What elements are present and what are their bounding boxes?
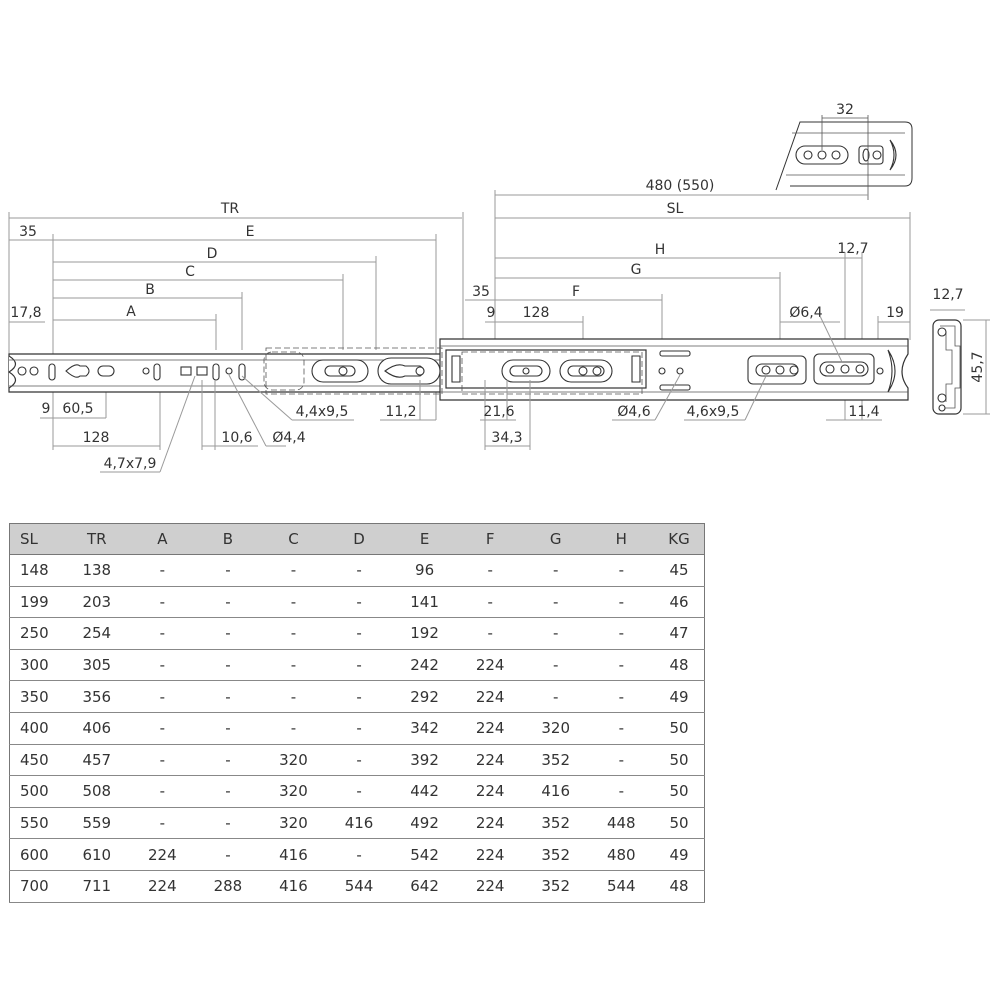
dim-11-2: 11,2	[385, 404, 417, 420]
dim-dia-6-4: Ø6,4	[789, 305, 823, 321]
table-cell: 250	[10, 618, 65, 650]
table-cell: -	[523, 681, 589, 713]
dim-128-right: 128	[522, 305, 550, 321]
table-cell: 138	[64, 555, 130, 587]
dim-60-5: 60,5	[62, 401, 94, 417]
table-cell: 49	[654, 681, 704, 713]
table-cell: -	[523, 586, 589, 618]
table-cell: 320	[261, 744, 327, 776]
table-cell: 47	[654, 618, 704, 650]
table-cell: 550	[10, 807, 65, 839]
table-cell: 500	[10, 776, 65, 808]
table-cell: 224	[457, 649, 523, 681]
table-cell: 199	[10, 586, 65, 618]
table-cell: -	[195, 681, 261, 713]
table-cell: 300	[10, 649, 65, 681]
table-header-row	[10, 524, 705, 555]
table-cell: -	[326, 776, 392, 808]
table-cell: -	[195, 807, 261, 839]
table-cell: -	[326, 555, 392, 587]
dim-9-left: 9	[41, 401, 51, 417]
table-cell: -	[457, 586, 523, 618]
dim-35-right: 35	[472, 284, 490, 300]
table-cell: -	[261, 712, 327, 744]
table-cell: -	[523, 555, 589, 587]
table-cell: 492	[392, 807, 458, 839]
table-cell: 96	[392, 555, 458, 587]
table-cell: 224	[457, 839, 523, 871]
table-cell: 48	[654, 870, 704, 902]
table-cell: -	[326, 649, 392, 681]
table-cell: 400	[10, 712, 65, 744]
table-cell: -	[130, 776, 196, 808]
dim-45-7: 45,7	[970, 351, 986, 383]
dim-tr: TR	[220, 201, 240, 217]
table-row	[10, 649, 705, 681]
dim-11-4: 11,4	[848, 404, 880, 420]
table-cell: 450	[10, 744, 65, 776]
table-cell: 224	[457, 744, 523, 776]
dim-34-3: 34,3	[491, 430, 523, 446]
table-cell: -	[130, 586, 196, 618]
table-cell: 508	[64, 776, 130, 808]
table-cell: 224	[457, 870, 523, 902]
table-cell: 292	[392, 681, 458, 713]
table-cell: -	[130, 649, 196, 681]
table-cell: -	[589, 712, 655, 744]
table-cell: -	[523, 618, 589, 650]
table-cell: -	[326, 618, 392, 650]
table-cell: 544	[326, 870, 392, 902]
table-cell: 416	[523, 776, 589, 808]
table-row	[10, 586, 705, 618]
table-cell: -	[589, 681, 655, 713]
table-cell: 46	[654, 586, 704, 618]
dim-4-7x7-9: 4,7x7,9	[103, 456, 157, 472]
dim-35-left: 35	[19, 224, 37, 240]
table-cell: 254	[64, 618, 130, 650]
table-cell: 320	[261, 776, 327, 808]
table-cell: -	[589, 649, 655, 681]
table-cell: 224	[457, 776, 523, 808]
dim-480: 480 (550)	[645, 178, 715, 194]
table-cell: -	[261, 586, 327, 618]
table-cell: 350	[10, 681, 65, 713]
dim-9-right: 9	[486, 305, 496, 321]
table-cell: -	[326, 839, 392, 871]
table-cell: -	[326, 681, 392, 713]
dim-19: 19	[886, 305, 904, 321]
table-cell: 48	[654, 649, 704, 681]
table-cell: -	[195, 839, 261, 871]
table-cell: -	[326, 744, 392, 776]
dim-10-6: 10,6	[221, 430, 253, 446]
dim-dia-4-6: Ø4,6	[617, 404, 651, 420]
dim-21-6: 21,6	[483, 404, 515, 420]
dim-h: H	[654, 242, 666, 258]
table-cell: -	[523, 649, 589, 681]
dim-17-8: 17,8	[10, 305, 42, 321]
table-cell: 305	[64, 649, 130, 681]
table-cell: -	[130, 681, 196, 713]
table-cell: 342	[392, 712, 458, 744]
table-cell: 224	[457, 681, 523, 713]
table-row	[10, 839, 705, 871]
table-cell: -	[326, 712, 392, 744]
table-cell: -	[457, 618, 523, 650]
table-cell: 700	[10, 870, 65, 902]
table-cell: 320	[261, 807, 327, 839]
dim-g: G	[630, 262, 642, 278]
table-cell: 320	[523, 712, 589, 744]
dim-12-7-top: 12,7	[837, 241, 869, 257]
dim-128-left: 128	[82, 430, 110, 446]
table-cell: -	[261, 618, 327, 650]
dim-sl: SL	[666, 201, 684, 217]
table-row	[10, 555, 705, 587]
table-cell: -	[195, 586, 261, 618]
header-tr: TR	[64, 524, 130, 555]
table-cell: 50	[654, 776, 704, 808]
dim-b: B	[145, 282, 155, 298]
table-cell: -	[130, 555, 196, 587]
table-cell: -	[195, 776, 261, 808]
table-cell: 610	[64, 839, 130, 871]
header-f: F	[457, 524, 523, 555]
table-cell: 352	[523, 807, 589, 839]
table-cell: 416	[261, 839, 327, 871]
table-cell: 224	[457, 712, 523, 744]
table-row	[10, 681, 705, 713]
table-row	[10, 618, 705, 650]
table-cell: -	[195, 555, 261, 587]
table-cell: 141	[392, 586, 458, 618]
table-cell: 224	[130, 839, 196, 871]
table-cell: 352	[523, 870, 589, 902]
table-cell: -	[589, 618, 655, 650]
table-cell: -	[195, 744, 261, 776]
dim-e: E	[245, 224, 255, 240]
table-cell: 242	[392, 649, 458, 681]
dim-4-4x9-5: 4,4x9,5	[295, 404, 349, 420]
dimension-table	[9, 523, 705, 903]
dim-c: C	[185, 264, 195, 280]
dim-d: D	[206, 246, 218, 262]
table-cell: -	[589, 586, 655, 618]
header-a: A	[130, 524, 196, 555]
table-cell: -	[195, 618, 261, 650]
table-cell: 148	[10, 555, 65, 587]
table-cell: 600	[10, 839, 65, 871]
table-cell: -	[261, 649, 327, 681]
detail-view	[776, 115, 912, 200]
table-cell: -	[130, 744, 196, 776]
table-cell: 442	[392, 776, 458, 808]
table-cell: 416	[261, 870, 327, 902]
table-cell: 544	[589, 870, 655, 902]
dim-f: F	[571, 284, 581, 300]
table-cell: 416	[326, 807, 392, 839]
dim-a: A	[126, 304, 136, 320]
dim-4-6x9-5: 4,6x9,5	[686, 404, 740, 420]
table-cell: -	[195, 649, 261, 681]
header-e: E	[392, 524, 458, 555]
header-g: G	[523, 524, 589, 555]
dim-32: 32	[836, 102, 854, 118]
table-cell: -	[589, 744, 655, 776]
table-cell: 224	[130, 870, 196, 902]
table-cell: 711	[64, 870, 130, 902]
table-cell: 288	[195, 870, 261, 902]
table-cell: -	[195, 712, 261, 744]
table-cell: -	[130, 712, 196, 744]
table-cell: 642	[392, 870, 458, 902]
header-c: C	[261, 524, 327, 555]
header-kg: KG	[654, 524, 704, 555]
table-cell: 49	[654, 839, 704, 871]
dim-12-7-side: 12,7	[932, 287, 964, 303]
table-row	[10, 807, 705, 839]
table-cell: 559	[64, 807, 130, 839]
table-cell: 356	[64, 681, 130, 713]
header-sl: SL	[10, 524, 65, 555]
dim-dia-4-4: Ø4,4	[272, 430, 306, 446]
table-cell: -	[261, 681, 327, 713]
table-cell: 352	[523, 744, 589, 776]
table-row	[10, 870, 705, 902]
table-row	[10, 776, 705, 808]
table-cell: 224	[457, 807, 523, 839]
table-cell: 480	[589, 839, 655, 871]
table-row	[10, 744, 705, 776]
table-cell: 50	[654, 744, 704, 776]
table-cell: -	[261, 555, 327, 587]
slide-rail	[9, 339, 908, 400]
table-cell: 50	[654, 712, 704, 744]
table-cell: 448	[589, 807, 655, 839]
table-cell: -	[457, 555, 523, 587]
table-cell: 406	[64, 712, 130, 744]
table-cell: 203	[64, 586, 130, 618]
header-b: B	[195, 524, 261, 555]
table-cell: 392	[392, 744, 458, 776]
table-cell: -	[130, 807, 196, 839]
table-cell: -	[326, 586, 392, 618]
header-d: D	[326, 524, 392, 555]
table-cell: 457	[64, 744, 130, 776]
table-cell: -	[130, 618, 196, 650]
table-cell: 192	[392, 618, 458, 650]
table-row	[10, 712, 705, 744]
table-cell: 542	[392, 839, 458, 871]
table-cell: 50	[654, 807, 704, 839]
table-cell: -	[589, 776, 655, 808]
table-cell: 45	[654, 555, 704, 587]
header-h: H	[589, 524, 655, 555]
table-cell: -	[589, 555, 655, 587]
table-cell: 352	[523, 839, 589, 871]
